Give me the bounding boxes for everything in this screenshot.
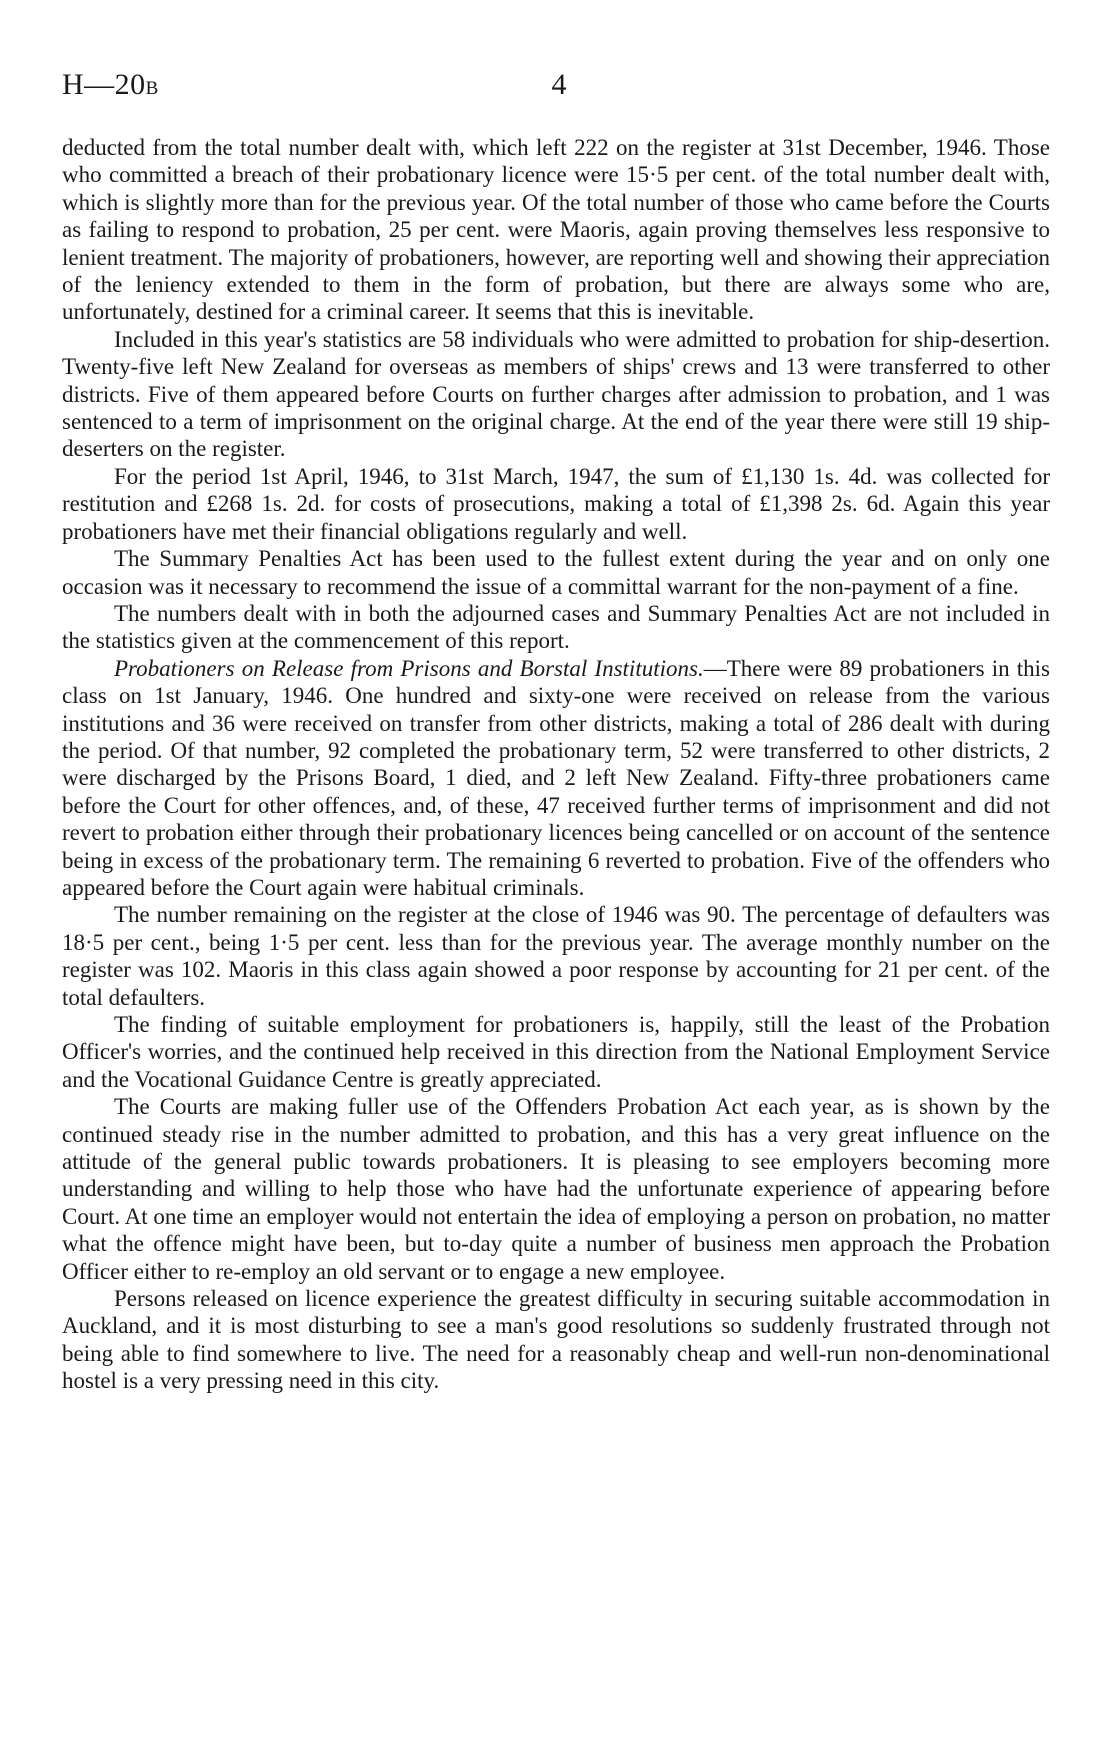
paragraph: The Courts are making fuller use of the Offenders Probation Act each year, as is shown by the continued steady rise in the number admitted to probation, and this has a very great influence on the attitude of the general public towards probationers. It is pleasing to see employers becoming more understanding and willing to help those who have had the unfortunate experience of appearing before Court. At one time an employer would not entertain the idea of employing a person on probation, no matter what the offence might have been, but to-day quite a number of business men approach the Probation Officer either to re-employ an old servant or to engage a new employee. xyxy=(62,1094,1050,1284)
paragraph: Included in this year's statistics are 58 individuals who were admitted to probation for ship-desertion. Twenty-five left New Zealand for overseas as members of ships' crews and 13 were transferred to other districts. Five of them appeared before Courts on further charges after admission to probation, and 1 was sentenced to a term of imprisonment on the original charge. At the end of the year there were still 19 ship-deserters on the register. xyxy=(62,326,1050,462)
page-header xyxy=(62,68,1050,102)
body-text xyxy=(62,134,1050,1395)
section-paragraph-text: —There were 89 probationers in this class on 1st January, 1946. One hundred and sixty-one were received on release from the various institutions and 36 were received on transfer from other districts, making a total of 286 dealt with during the period. Of that number, 92 completed the probationary term, 52 were transferred to other districts, 2 were discharged by the Prisons Board, 1 died, and 2 left New Zealand. Fifty-three probationers came before the Court for other offences, and, of these, 47 received further terms of imprisonment and did not revert to probation either through their probationary licences being cancelled or on account of the sentence being in excess of the probationary term. The remaining 6 reverted to probation. Five of the offenders who appeared before the Court again were habitual criminals. xyxy=(62,655,1051,900)
page-number: 4 xyxy=(551,68,567,101)
paragraph: The finding of suitable employment for probationers is, happily, still the least of the Probation Officer's worries, and the continued help received in this direction from the National Employment Service and the Vocational Guidance Centre is greatly appreciated. xyxy=(62,1012,1050,1092)
paragraph: deducted from the total number dealt with, which left 222 on the register at 31st December, 1946. Those who committed a breach of their probationary licence were 15·5 per cent. of the total number dealt with, which is slightly more than for the previous year. Of the total number of those who came before the Courts as failing to respond to probation, 25 per cent. were Maoris, again proving themselves less responsive to lenient treatment. The majority of probationers, however, are reporting well and showing their appreciation of the leniency extended to them in the form of probation, but there are always some who are, unfortunately, destined for a criminal career. It seems that this is inevitable. xyxy=(62,135,1050,325)
paragraph: Persons released on licence experience the greatest difficulty in securing suitable accommodation in Auckland, and it is most disturbing to see a man's good resolutions so suddenly frustrated through not being able to find somewhere to live. The need for a reasonably cheap and well-run non-denominational hostel is a very pressing need in this city. xyxy=(62,1286,1050,1394)
document-reference-main: H—20 xyxy=(62,68,146,101)
document-page xyxy=(62,68,1050,1395)
document-reference xyxy=(62,68,158,106)
paragraph: The numbers dealt with in both the adjourned cases and Summary Penalties Act are not included in the statistics given at the commencement of this report. xyxy=(62,600,1050,654)
paragraph: For the period 1st April, 1946, to 31st March, 1947, the sum of £1,130 1s. 4d. was collected for restitution and £268 1s. 2d. for costs of prosecutions, making a total of £1,398 2s. 6d. Again this year probationers have met their financial obligations regularly and well. xyxy=(62,463,1050,544)
paragraph: The number remaining on the register at the close of 1946 was 90. The percentage of defaulters was 18·5 per cent., being 1·5 per cent. less than for the previous year. The average monthly number on the register was 102. Maoris in this class again showed a poor response by accounting for 21 per cent. of the total defaulters. xyxy=(62,902,1050,1010)
section-paragraph xyxy=(62,655,1050,902)
document-reference-suffix: B xyxy=(145,78,159,99)
paragraph: The Summary Penalties Act has been used to the fullest extent during the year and on only one occasion was it necessary to recommend the issue of a committal warrant for the non-payment of a fine. xyxy=(62,546,1050,599)
section-heading: Probationers on Release from Prisons and Borstal Institutions. xyxy=(114,655,704,681)
